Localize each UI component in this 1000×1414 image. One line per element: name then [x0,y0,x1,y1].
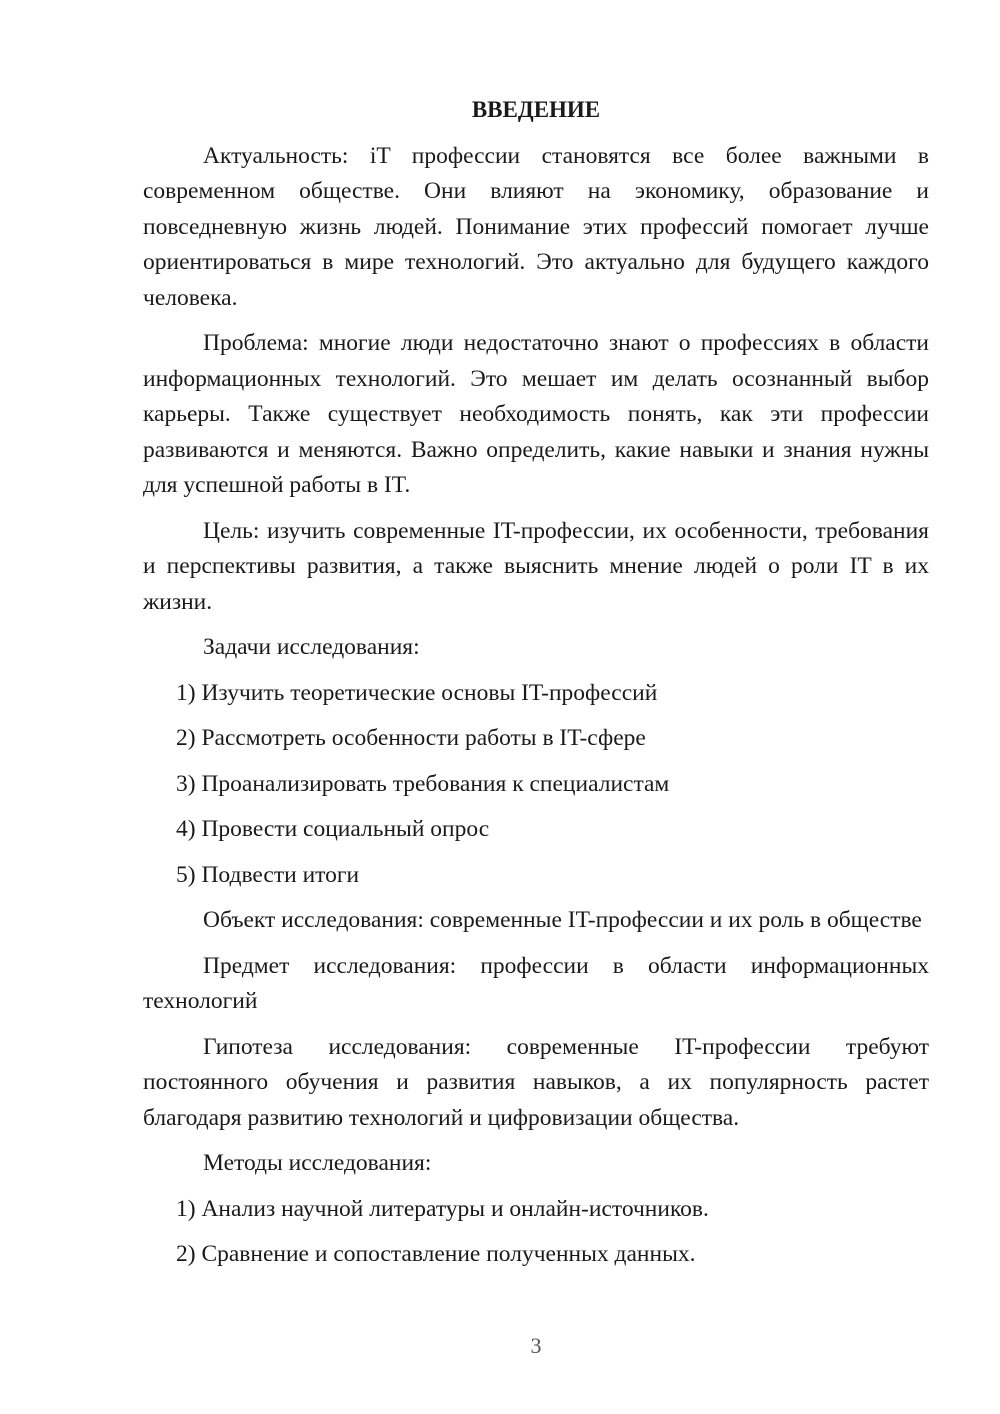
methods-heading: Методы исследования: [203,1150,432,1176]
list-item: 3) Проанализировать требования к специалистам [176,770,670,797]
problem-paragraph: Проблема: многие люди недостаточно знают о профессиях в области информационных технологий. Это мешает им делать осознанный выбор карьеры. Также существует необходимость понять, как эти профессии развиваются и меняются. Важно определить, какие навыки и знания нужны для успешной работы в IT. [143,330,929,498]
list-item: 1) Изучить теоретические основы IT-профессий [176,679,658,706]
relevance-paragraph: Актуальность: iT профессии становятся все более важными в современном обществе. Они влияют на экономику, образование и повседневную жизнь людей. Понимание этих профессий помогает лучше ориентироваться в мире технологий. Это актуально для будущего каждого человека. [143,142,929,311]
list-item: 2) Сравнение и сопоставление полученных данных. [176,1241,696,1267]
hypothesis-paragraph: Гипотеза исследования: современные IT-профессии требуют постоянного обучения и развития навыков, а их популярность растет благодаря развитию технологий и цифровизации общества. [143,1033,929,1131]
list-item: 1) Анализ научной литературы и онлайн-источников. [176,1195,709,1222]
methods-list [143,1192,929,1273]
list-item: 5) Подвести итоги [176,861,360,888]
page-content [143,92,929,1283]
tasks-heading: Задачи исследования: [203,634,420,660]
list-item: 2) Рассмотреть особенности работы в IT-сфере [176,725,646,751]
object-paragraph: Объект исследования: современные IT-профессии и их роль в обществе [203,907,922,933]
tasks-list [143,676,929,894]
list-item: 4) Провести социальный опрос [176,816,490,842]
subject-paragraph: Предмет исследования: профессии в области информационных технологий [143,952,929,1014]
goal-paragraph: Цель: изучить современные IT-профессии, их особенности, требования и перспективы развития, а также выяснить мнение людей о роли IT в их жизни. [143,517,929,615]
section-title: ВВЕДЕНИЕ [471,97,601,122]
page-number: 3 [530,1333,542,1358]
